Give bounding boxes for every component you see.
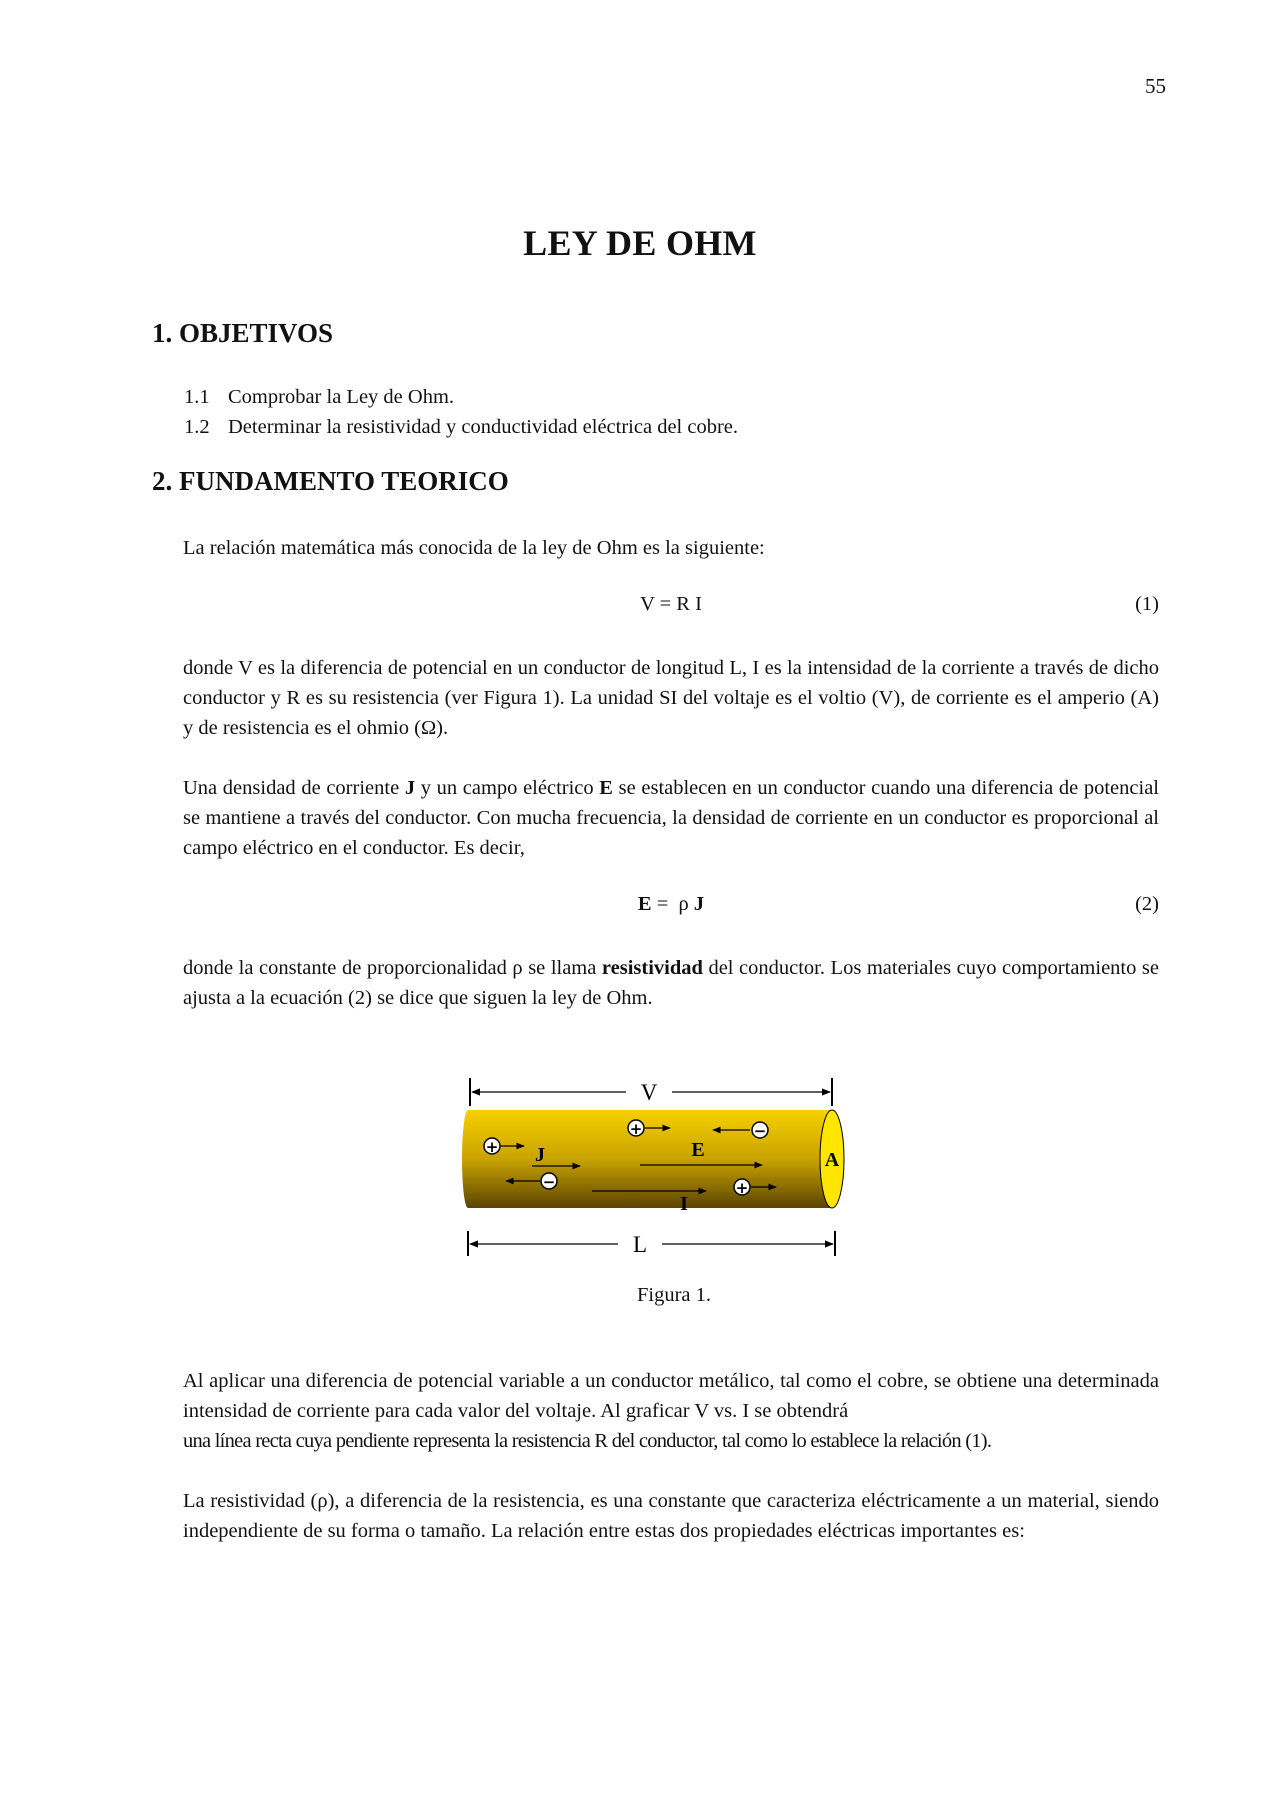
label-V: V (640, 1080, 658, 1105)
figure-caption: Figura 1. (636, 1284, 712, 1306)
conductor-rod (462, 1110, 832, 1208)
paragraph-resistivity-definition: La resistividad (ρ), a diferencia de la resistencia, es una constante que caracteriza eléctricamente a un material, siendo independiente de su forma o tamaño. La relación entre estas dos propiedades eléctricas importantes es: (183, 1490, 1159, 1542)
objectives-list (184, 382, 738, 442)
label-A: A (824, 1149, 840, 1171)
paragraph-definitions: donde V es la diferencia de potencial en un conductor de longitud L, I es la intensidad de la corriente a través de dicho conductor y R es su resistencia (ver Figura 1). La unidad SI del voltaje es el voltio (V), de corriente es el amperio (A) y de resistencia es el ohmio (Ω). (183, 657, 1159, 739)
list-item-text: Comprobar la Ley de Ohm. (228, 386, 455, 408)
paragraph-current-density (183, 773, 1159, 863)
plus-sign: + (629, 1120, 643, 1138)
section-heading-fundamento: 2. FUNDAMENTO TEORICO (152, 466, 509, 496)
list-item-number: 1.2 (184, 416, 210, 438)
intro-paragraph: La relación matemática más conocida de la ley de Ohm es la siguiente: (183, 537, 765, 559)
equation-2 (183, 893, 1159, 923)
label-E: E (691, 1139, 705, 1161)
equation-1-number: (1) (1135, 593, 1159, 615)
equation-1-text: V = R I (640, 593, 702, 615)
equation-2-text (183, 893, 1159, 916)
plus-sign: + (485, 1138, 499, 1156)
label-J: J (535, 1144, 545, 1166)
list-item (184, 382, 738, 412)
list-item-number: 1.1 (184, 386, 210, 408)
paragraph-graph (183, 1366, 1159, 1456)
text-run: se establecen en un conductor cuando una diferencia de potencial se mantiene a través del conductor. Con mucha frecuencia, la densidad de corriente en un conductor es proporcional al campo eléctrico en el conductor. Es decir, (183, 777, 1159, 859)
label-L: L (632, 1232, 648, 1257)
list-item (184, 412, 738, 442)
text-run: Al aplicar una diferencia de potencial variable a un conductor metálico, tal como el cobre, se obtiene una determinada intensidad de corriente para cada valor del voltaje. Al graficar V vs. I se obtendrá (183, 1370, 1159, 1422)
page-title: LEY DE OHM (523, 223, 757, 263)
text-run: Una densidad de corriente (183, 777, 405, 799)
figure-1-conductor-diagram (440, 1068, 860, 1268)
paragraph-resistivity (183, 953, 1159, 1013)
equation-1 (183, 593, 1159, 623)
equation-2-number: (2) (1135, 893, 1159, 915)
equation-2-rhs: J (693, 893, 705, 915)
plus-sign: + (735, 1179, 749, 1197)
text-run: y un campo eléctrico (415, 777, 600, 799)
minus-sign: − (542, 1173, 556, 1191)
text-run: del conductor. Los materiales cuyo comportamiento se ajusta a la ecuación (2) se dice que siguen la ley de Ohm. (183, 957, 1159, 1009)
section-heading-objetivos: 1. OBJETIVOS (152, 318, 334, 348)
page-number: 55 (1145, 74, 1166, 98)
list-item-text: Determinar la resistividad y conductividad eléctrica del cobre. (228, 416, 739, 438)
symbol-J: J (404, 777, 416, 799)
text-run: donde la constante de proporcionalidad ρ se llama (183, 957, 602, 979)
text-run: una línea recta cuya pendiente representa la resistencia R del conductor, tal como lo establece la relación (1). (183, 1430, 992, 1452)
equation-2-lhs: E (637, 893, 652, 915)
term-resistividad: resistividad (601, 957, 703, 979)
symbol-E: E (599, 777, 613, 799)
minus-sign: − (753, 1122, 767, 1140)
equation-2-middle: = ρ (651, 893, 694, 915)
label-I: I (680, 1193, 688, 1215)
